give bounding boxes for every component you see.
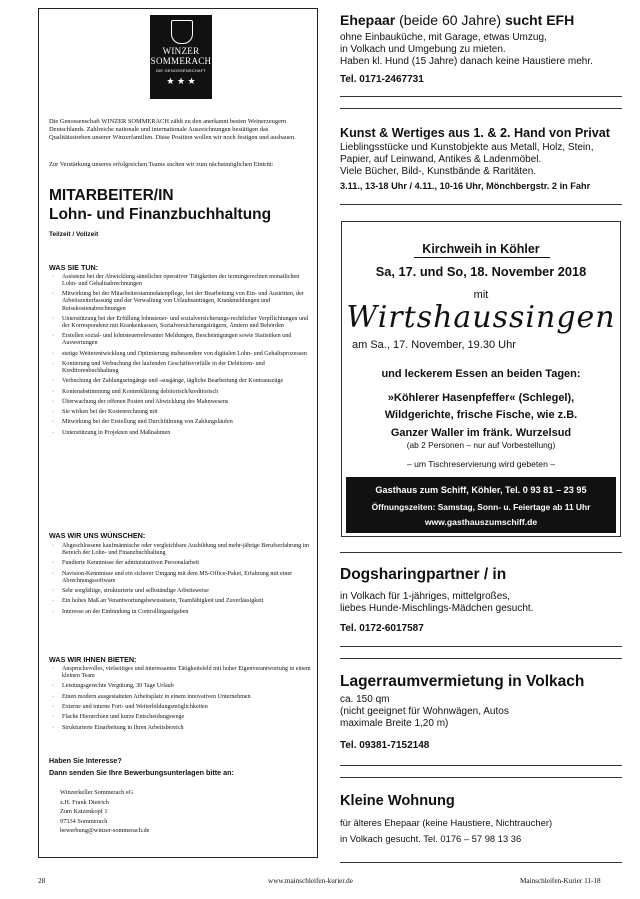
list-item [49,333,315,347]
list-item-text: Einen modern ausgestatteten Arbeitsplatz in einem innovativen Unternehmen [62,693,251,700]
food-heading: und leckerem Essen an beiden Tagen: [381,368,581,380]
wishes-list [49,543,315,619]
bullet-icon: · [52,409,55,416]
list-item [49,316,315,330]
winzer-sommerach-logo [150,15,212,99]
list-item [49,609,315,616]
list-item-text: Unterstützung in Projekten und Maßnahmen [62,429,171,436]
bullet-icon: · [52,543,55,549]
title-underline [414,257,550,258]
list-item-text: Flache Hierarchien und kurze Entscheidungswege [62,714,185,721]
email-link[interactable]: bewerbung@winzer-sommerach.de [60,827,150,835]
wishes-heading: WAS WIR UNS WÜNSCHEN: [49,531,146,540]
company-intro: Die Genossenschaft WINZER SOMMERACH zählt zu den anerkannt besten Weinerzeugern Deutschlands. Zahlreiche nationale und internationale Auszeichnungen bestätigen das Qualitätsstreben unserer Winzerfamilien. Diese Position wollen wir noch festigen und ausbauen. [49,118,296,141]
divider [340,552,622,553]
list-item [49,419,315,426]
text-line: liebes Hunde-Mischlings-Mädchen gesucht. [340,603,534,614]
text-line: ohne Einbauküche, mit Garage, etwas Umzug, [340,32,547,43]
bullet-icon: · [52,693,55,700]
list-item-text: Verbuchung der Zahlungseingänge und -ausgänge, tägliche Bearbeitung der Kontoauszüge [62,378,284,385]
wohnung-ad-title: Kleine Wohnung [340,793,455,809]
text-line: in Volkach gesucht. Tel. 0176 – 57 98 13 36 [340,833,522,844]
bullet-icon: · [52,683,55,690]
list-item [49,704,315,711]
kirchweih-title: Kirchweih in Köhler [422,242,540,256]
list-item [49,361,315,375]
company-intro-2: Zur Verstärkung unseres erfolgreichen Teams suchen wir zum nächstmöglichen Eintritt: [49,161,274,168]
list-item [49,274,315,288]
wohnung-ad-text [340,815,552,847]
dog-ad-title: Dogsharingpartner / in [340,566,507,583]
bullet-icon: · [52,666,55,672]
divider [340,108,622,109]
lager-ad-text [340,694,509,730]
bullet-icon: · [52,724,55,731]
list-item-text: Überwachung der offenen Posten und Abwicklung des Mahnwesens [62,398,229,405]
gasthaus-info-bar [346,477,616,533]
logo-line-1: WINZER [162,46,200,56]
text-line: in Volkach für 1-jähriges, mittelgroßes, [340,591,511,602]
list-item [49,543,315,557]
bullet-icon: · [52,714,55,721]
text-line: Lieblingsstücke und Kunstobjekte aus Metall, Holz, Stein, [340,142,594,153]
divider [340,777,622,778]
bullet-icon: · [52,598,55,605]
list-item [49,694,315,701]
divider [340,646,622,647]
list-item [49,588,315,595]
text-line: Haben kl. Hund (15 Jahre) danach keine Haustiere mehr. [340,56,593,67]
dog-phone[interactable]: Tel. 0172-6017587 [340,623,424,634]
bullet-icon: · [52,360,55,367]
text-line: in Volkach und Umgebung zu mieten. [340,44,506,55]
bullet-icon: · [52,315,55,322]
job-title: MITARBEITER/IN [49,187,174,204]
list-item [49,430,315,437]
list-item-text: Kontierung und Verbuchung der laufenden Geschäftsvorfälle in der Debitoren- und Kreditorenbuchhaltung [62,360,265,374]
ehepaar-title-bold-2: sucht EFH [504,12,575,28]
text-line: ca. 150 qm [340,694,390,705]
ehepaar-title-normal: (beide 60 Jahre) [395,12,505,28]
contact-subheading: Dann senden Sie Ihre Bewerbungsunterlagen bitte an: [49,768,234,777]
list-item-text: Unterstützung bei der Erfüllung lohnsteuer- und sozialversicherungs-rechtlicher Verpflichtungen und der Korrespondenz mit Krankenkassen, Sozialversicherungsträgern, Ämtern und Behörden [62,315,309,329]
list-item [49,389,315,396]
food-line: »Köhlerer Hasenpfeffer« (Schlegel), [387,392,575,404]
lager-phone[interactable]: Tel. 09381-7152148 [340,740,430,751]
kirchweih-ad [341,221,621,537]
logo-line-3: DIE GENOSSENSCHAFT [155,68,207,73]
list-item-text: Externe und interne Fort- und Weiterbildungsmöglichkeiten [62,703,208,710]
bullet-icon: · [52,419,55,426]
wirtshaussingen-script: Wirtshaussingen [346,300,616,335]
lager-ad-title: Lagerraumvermietung in Volkach [340,673,585,690]
text-line: (nicht geeignet für Wohnwägen, Autos [340,706,509,717]
bullet-icon: · [52,588,55,595]
list-item-text: Anspruchsvolles, vielseitiges und interessantes Tätigkeitsfeld mit hoher Eigenverantwortung in einem kleinen Team [62,666,311,680]
divider [340,765,622,766]
list-item [49,291,315,312]
tasks-list [49,274,315,440]
list-item-text: Assistenz bei der Abwicklung sämtlicher operativer Tätigkeiten der termingerechten monatlichen Lohn- und Gehaltsabrechnungen [62,274,300,288]
list-item-text: Leistungsgerechte Vergütung, 30 Tage Urlaub [62,683,174,690]
bullet-icon: · [52,378,55,385]
bullet-icon: · [52,570,55,577]
gasthaus-address: Gasthaus zum Schiff, Köhler, Tel. 0 93 81 – 23 95 [375,485,587,495]
bullet-icon: · [52,703,55,710]
list-item-text: stetige Weiterentwicklung und Optimierung insbesondere von digitalen Lohn- und Gehaltsprozessen [62,350,307,357]
kirchweih-date: Sa, 17. und So, 18. November 2018 [375,264,587,279]
logo-line-2: SOMMERACH [150,56,212,66]
address-line: 97334 Sommerach [60,817,108,825]
text-line: für älteres Ehepaar (keine Haustiere, Nichtraucher) [340,817,553,828]
ehepaar-ad-text [340,32,593,68]
ehepaar-ad-title [340,12,574,28]
job-advertisement [38,8,318,858]
address-line: Winzerkeller Sommerach eG [60,789,134,796]
bullet-icon: · [52,350,55,357]
divider [340,204,622,205]
list-item [49,351,315,358]
opening-hours: Öffnungszeiten: Samstag, Sonn- u. Feiertage ab 11 Uhr [371,502,591,512]
kirchweih-time: am Sa., 17. November, 19.30 Uhr [352,339,516,351]
tasks-heading: WAS SIE TUN: [49,263,99,272]
food-note: (ab 2 Personen – nur auf Vorbestellung) [406,440,556,450]
list-item [49,399,315,406]
divider [340,658,622,659]
list-item [49,666,315,680]
list-item [49,683,315,690]
bullet-icon: · [52,429,55,436]
food-line: Wildgerichte, frische Fische, wie z.B. [384,409,578,421]
list-item-text: Mitwirkung bei der Mitarbeiterstammdatenpflege, bei der Bearbeitung von Ein- und Austritten, der Arbeitszeiterfassung und der Verwaltung von Urlaubsanträgen, Krankmeldungen und Reisekostenabrechnungen [62,291,304,312]
website-link[interactable]: www.mainschleifen-kurier.de [268,877,353,885]
list-item-text: Fundierte Kenntnisse der administrativen Personalarbeit [62,560,200,567]
bullet-icon: · [52,291,55,298]
bullet-icon: · [52,333,55,340]
list-item-text: Abgeschlossene kaufmännische oder vergleichbare Ausbildung und mehr-jährige Berufserfahrung im Bereich der Lohn- und Finanzbuchhaltung [62,543,310,557]
food-line: Ganzer Waller im fränk. Wurzelsud [390,427,572,439]
kunst-dates: 3.11., 13-18 Uhr / 4.11., 10-16 Uhr, Mönchbergstr. 2 in Fahr [340,181,591,191]
contact-heading: Haben Sie Interesse? [49,756,122,765]
reservation-note: – um Tischreservierung wird gebeten – [406,459,556,469]
bullet-icon: · [52,398,55,405]
text-line: Papier, auf Leinwand, Antikes & Ladenmöbel. [340,154,542,165]
list-item-text: Navision-Kenntnisse und ein sicherer Umgang mit dem MS-Office-Paket, Erfahrung mit einer Abrechnungssoftware [62,570,293,584]
list-item [49,560,315,567]
crest-icon [171,20,193,44]
divider [340,862,622,863]
list-item [49,409,315,416]
kunst-ad-title: Kunst & Wertiges aus 1. & 2. Hand von Privat [340,126,610,140]
bullet-icon: · [52,560,55,567]
bullet-icon: · [52,274,55,280]
ehepaar-phone[interactable]: Tel. 0171-2467731 [340,74,424,85]
offers-list [49,666,315,735]
list-item-text: Strukturierte Einarbeitung in Ihren Arbeitsbereich [62,724,184,731]
list-item-text: Mitwirkung bei der Erstellung und Durchführung von Zahlungsläufen [62,419,233,426]
bullet-icon: · [52,608,55,615]
list-item [49,571,315,585]
list-item-text: Sie wirken bei der Kostenrechnung mit [62,409,158,416]
list-item [49,598,315,605]
list-item [49,725,315,732]
text-line: Viele Bücher, Bild-, Kunstbände & Raritäten. [340,166,537,177]
page-number: 28 [38,877,46,885]
offers-heading: WAS WIR IHNEN BIETEN: [49,655,137,664]
kunst-ad-text [340,142,593,178]
list-item-text: Erstellen sozial- und lohnsteuerrelevanter Meldungen, Bescheinigungen sowie Statistiken und Auswertungen [62,333,292,347]
bullet-icon: · [52,388,55,395]
list-item-text: Ein hohes Maß an Verantwortungsbewusstsein, Teamfähigkeit und Zuverlässigkeit [62,598,264,605]
address-line: Zum Katzenkopf 1 [60,808,108,816]
address-line: z.H. Frank Dietrich [60,798,109,806]
text-line: maximale Breite 1,20 m) [340,718,449,729]
kirchweih-mit: mit [473,289,489,301]
job-type: Teilzeit / Vollzeit [49,231,99,238]
issue-label: Mainschleifen-Kurier 11-18 [520,877,601,885]
divider [340,96,622,97]
logo-stars: ★ ★ ★ [166,76,196,86]
dog-ad-text [340,591,533,615]
list-item-text: Sehr sorgfältige, strukturierte und selbständige Arbeitsweise [62,588,209,595]
list-item [49,378,315,385]
list-item [49,714,315,721]
gasthaus-website-link[interactable]: www.gasthauszumschiff.de [424,517,538,527]
list-item-text: Kontenabstimmung und Kontenklärung debitorisch/kreditorisch [62,388,219,395]
ehepaar-title-bold: Ehepaar [340,12,396,28]
contact-address [60,788,149,836]
list-item-text: Interesse an der Einbindung in Controllingaufgaben [62,608,189,615]
job-subtitle: Lohn- und Finanzbuchhaltung [49,206,272,223]
